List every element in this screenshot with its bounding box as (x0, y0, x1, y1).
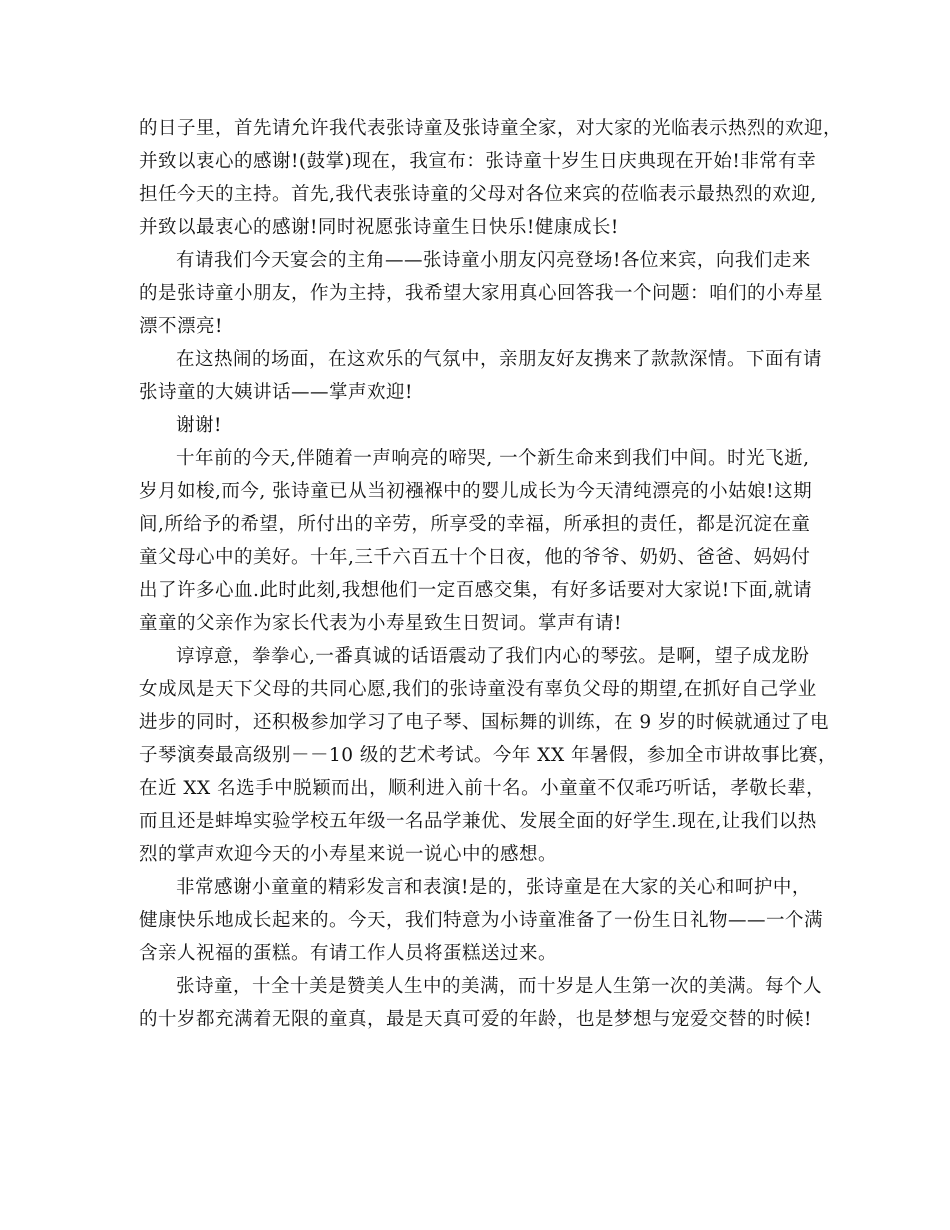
text-line: 间,所给予的希望，所付出的辛劳，所享受的幸福，所承担的责任，都是沉淀在童 (139, 514, 811, 535)
paragraph (139, 112, 843, 244)
paragraph (139, 871, 824, 970)
text-line: 子琴演奏最高级别－－10 级的艺术考试。今年 XX 年暑假，参加全市讲故事比赛， (139, 745, 838, 766)
text-line: 谢谢! (176, 415, 222, 436)
text-line: 的是张诗童小朋友，作为主持，我希望大家用真心回答我一个问题：咱们的小寿星 (139, 283, 824, 304)
paragraph (139, 244, 824, 343)
paragraph (139, 442, 819, 640)
text-line: 女成凤是天下父母的共同心愿,我们的张诗童没有辜负父母的期望,在抓好自己学业 (139, 679, 817, 700)
paragraph (139, 343, 823, 409)
paragraph (139, 409, 819, 442)
text-line: 出了许多心血.此时此刻,我想他们一定百感交集，有好多话要对大家说!下面,就请 (139, 580, 813, 601)
paragraph (139, 640, 838, 871)
text-line: 十年前的今天,伴随着一声响亮的啼哭, 一个新生命来到我们中间。时光飞逝, (176, 448, 810, 469)
text-line: 的十岁都充满着无限的童真，最是天真可爱的年龄，也是梦想与宠爱交替的时候! (139, 1009, 812, 1030)
text-line: 在这热闹的场面，在这欢乐的气氛中，亲朋友好友携来了款款深情。下面有请 (176, 349, 823, 370)
text-line: 进步的同时，还积极参加学习了电子琴、国标舞的训练，在 9 岁的时候就通过了电 (139, 712, 830, 733)
text-line: 有请我们今天宴会的主角——张诗童小朋友闪亮登场!各位来宾，向我们走来 (176, 250, 811, 271)
text-line: 在近 XX 名选手中脱颖而出，顺利进入前十名。小童童不仅乖巧听话，孝敬长辈， (139, 778, 826, 799)
text-line: 烈的掌声欢迎今天的小寿星来说一说心中的感想。 (139, 844, 558, 865)
text-line: 童童的父亲作为家长代表为小寿星致生日贺词。掌声有请! (139, 613, 622, 634)
text-line: 的日子里，首先请允许我代表张诗童及张诗童全家，对大家的光临表示热烈的欢迎， (139, 118, 843, 139)
text-line: 健康快乐地成长起来的。今天，我们特意为小诗童准备了一份生日礼物——一个满 (139, 910, 824, 931)
text-line: 而且还是蚌埠实验学校五年级一名品学兼优、发展全面的好学生.现在,让我们以热 (139, 811, 817, 832)
text-line: 非常感谢小童童的精彩发言和表演!是的，张诗童是在大家的关心和呵护中， (176, 877, 811, 898)
text-line: 谆谆意，拳拳心,一番真诚的话语震动了我们内心的琴弦。是啊，望子成龙盼 (176, 646, 810, 667)
text-line: 张诗童的大姨讲话——掌声欢迎! (139, 382, 413, 403)
text-line: 并致以衷心的感谢!(鼓掌)现在，我宣布：张诗童十岁生日庆典现在开始!非常有幸 (139, 151, 817, 172)
paragraph (139, 970, 823, 1036)
document-body (139, 112, 843, 1036)
text-line: 担任今天的主持。首先,我代表张诗童的父母对各位来宾的莅临表示最热烈的欢迎, (139, 184, 817, 205)
text-line: 漂不漂亮! (139, 316, 223, 337)
text-line: 张诗童，十全十美是赞美人生中的美满，而十岁是人生第一次的美满。每个人 (176, 976, 823, 997)
text-line: 童父母心中的美好。十年,三千六百五十个日夜，他的爷爷、奶奶、爸爸、妈妈付 (139, 547, 811, 568)
text-line: 并致以最衷心的感谢!同时祝愿张诗童生日快乐!健康成长! (139, 217, 619, 238)
text-line: 含亲人祝福的蛋糕。有请工作人员将蛋糕送过来。 (139, 943, 558, 964)
text-line: 岁月如梭,而今, 张诗童已从当初襁褓中的婴儿成长为今天清纯漂亮的小姑娘!这期 (139, 481, 813, 502)
